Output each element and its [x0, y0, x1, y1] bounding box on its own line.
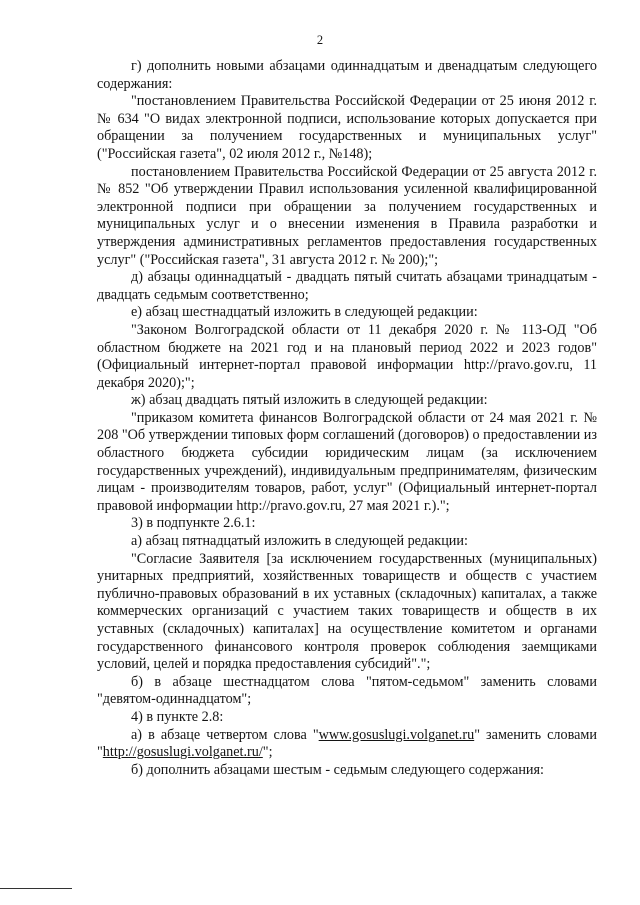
paragraph-resolution-634: "постановлением Правительства Российской Федерации от 25 июня 2012 г. № 634 "О видах электронной подписи, использование которых допускается при обращении за получением государственных и муниципальных услуг" ("Российская газета", 02 июля 2012 г., №148); — [97, 93, 597, 162]
paragraph-e: е) абзац шестнадцатый изложить в следующей редакции: — [131, 304, 478, 321]
paragraph-item-3: 3) в подпункте 2.6.1: — [131, 515, 256, 532]
footer-rule — [0, 888, 72, 889]
paragraph-4a — [97, 727, 597, 762]
paragraph-d: д) абзацы одиннадцатый - двадцать пятый считать абзацами тринадцатым - двадцать седьмым соответственно; — [97, 269, 597, 303]
page-number: 2 — [316, 33, 324, 47]
paragraph-4a-middle: " заменить словами " — [97, 726, 597, 761]
paragraph-4a-after: "; — [262, 744, 273, 761]
paragraph-3b: б) в абзаце шестнадцатом слова "пятом-седьмом" заменить словами "девятом-одиннадцатом"; — [97, 673, 597, 708]
paragraph-order-208: "приказом комитета финансов Волгоградской области от 24 мая 2021 г. № 208 "Об утверждении типовых форм соглашений (договоров) о предоставлении из областного бюджета субсидии юридическим лицам (за исключением государственных учреждений), индивидуальным предпринимателям, физическим лицам - производителям товаров, работ, услуг" (Официальный интернет-портал правовой информации http://pravo.gov.ru, 27 мая 2021 г.)."; — [97, 409, 597, 514]
link-gosuslugi-old[interactable]: www.gosuslugi.volganet.ru — [318, 726, 475, 743]
paragraph-law-113-od: "Законом Волгоградской области от 11 декабря 2020 г. № 113-ОД "Об областном бюджете на 2021 год и на плановый период 2022 и 2023 годов" (Официальный интернет-портал правовой информации http://pravo.gov.ru, 11 декабря 2020);"; — [97, 321, 597, 391]
paragraph-4b: б) дополнить абзацами шестым - седьмым следующего содержания: — [131, 761, 544, 778]
paragraph-4a-before: а) в абзаце четвертом слова " — [131, 726, 319, 743]
document-body — [97, 58, 597, 779]
paragraph-g: г) дополнить новыми абзацами одиннадцатым и двенадцатым следующего содержания: — [97, 58, 597, 92]
paragraph-3a: а) абзац пятнадцатый изложить в следующей редакции: — [131, 533, 468, 550]
paragraph-resolution-852: постановлением Правительства Российской Федерации от 25 августа 2012 г. № 852 "Об утверждении Правил использования усиленной квалифицированной электронной подписи при обращении за получением государственных и муниципальных услуг и о внесении изменения в Правила разработки и утверждения административных регламентов предоставления государственных услуг" ("Российская газета", 31 августа 2012 г. № 200);"; — [97, 163, 597, 268]
link-gosuslugi-new[interactable]: http://gosuslugi.volganet.ru/ — [102, 744, 263, 761]
paragraph-consent: "Согласие Заявителя [за исключением государственных (муниципальных) унитарных предприятий, хозяйственных товариществ и обществ с участием публично-правовых образований в их уставных (складочных) капиталах, а также коммерческих организаций с участием таких товариществ и обществ в их уставных (складочных) капиталах] на осуществление комитетом и органами государственного финансового контроля проверок соблюдения заемщиками условий, целей и порядка предоставления субсидий"."; — [97, 550, 597, 673]
paragraph-zh: ж) абзац двадцать пятый изложить в следующей редакции: — [131, 392, 488, 409]
paragraph-item-4: 4) в пункте 2.8: — [131, 708, 224, 725]
